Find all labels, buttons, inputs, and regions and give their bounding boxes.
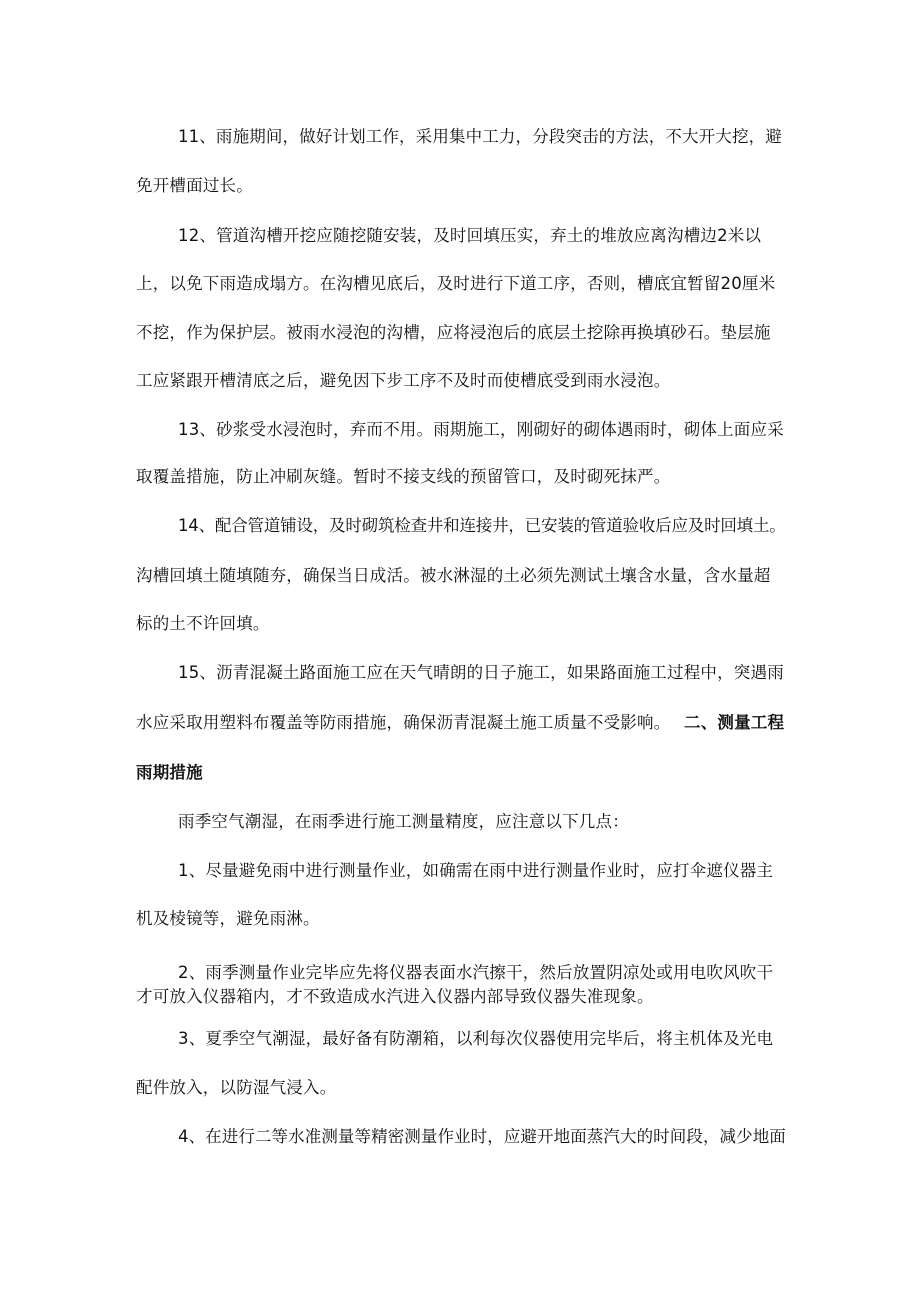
paragraph-11-line-1: 11、雨施期间，做好计划工作，采用集中工力，分段突击的方法，不大开大挖，避 [178, 127, 782, 146]
item-2-line-2: 才可放入仪器箱内，才不致造成水汽进入仪器内部导致仪器失准现象。 [136, 987, 654, 1006]
intro-paragraph: 雨季空气潮湿，在雨季进行施工测量精度，应注意以下几点： [178, 812, 629, 831]
paragraph-12-line-3: 不挖，作为保护层。被雨水浸泡的沟槽，应将浸泡后的底层土挖除再换填砂石。垫层施 [136, 323, 771, 342]
paragraph-15-line-2: 水应采取用塑料布覆盖等防雨措施，确保沥青混凝土施工质量不受影响。 [136, 713, 671, 732]
item-4-line-1: 4、在进行二等水准测量等精密测量作业时，应避开地面蒸汽大的时间段，减少地面 [178, 1127, 786, 1146]
paragraph-15-line-1: 15、沥青混凝土路面施工应在天气晴朗的日子施工，如果路面施工过程中，突遇雨 [178, 663, 784, 682]
paragraph-14-line-3: 标的土不许回填。 [136, 614, 270, 633]
paragraph-12-line-4: 工应紧跟开槽清底之后，避免因下步工序不及时而使槽底受到雨水浸泡。 [136, 371, 671, 390]
paragraph-13-line-2: 取覆盖措施，防止冲刷灰缝。暂时不接支线的预留管口，及时砌死抹严。 [136, 467, 671, 486]
paragraph-13-line-1: 13、砂浆受水浸泡时，弃而不用。雨期施工，刚砌好的砌体遇雨时，砌体上面应采 [178, 420, 784, 439]
item-3-line-1: 3、夏季空气潮湿，最好备有防潮箱，以利每次仪器使用完毕后，将主机体及光电 [178, 1029, 774, 1048]
paragraph-12-line-1: 12、管道沟槽开挖应随挖随安装，及时回填压实，弃土的堆放应离沟槽边2米以 [178, 226, 762, 245]
item-1-line-1: 1、尽量避免雨中进行测量作业，如确需在雨中进行测量作业时，应打伞遮仪器主 [178, 861, 774, 880]
item-3-line-2: 配件放入，以防湿气浸入。 [136, 1078, 337, 1097]
paragraph-11-line-2: 免开槽面过长。 [136, 176, 253, 195]
section-heading-part-2: 雨期措施 [136, 763, 203, 782]
section-heading-part-1: 二、测量工程 [684, 713, 785, 732]
item-1-line-2: 机及棱镜等，避免雨淋。 [136, 909, 320, 928]
paragraph-14-line-1: 14、配合管道铺设，及时砌筑检查井和连接井，已安装的管道验收后应及时回填土。 [178, 516, 786, 535]
item-2-line-1: 2、雨季测量作业完毕应先将仪器表面水汽擦干，然后放置阴凉处或用电吹风吹干 [178, 963, 774, 982]
paragraph-14-line-2: 沟槽回填土随填随夯，确保当日成活。被水淋湿的土必须先测试土壤含水量，含水量超 [136, 566, 771, 585]
paragraph-12-line-2: 上，以免下雨造成塌方。在沟槽见底后，及时进行下道工序，否则，槽底宜暂留20厘米 [136, 274, 776, 293]
